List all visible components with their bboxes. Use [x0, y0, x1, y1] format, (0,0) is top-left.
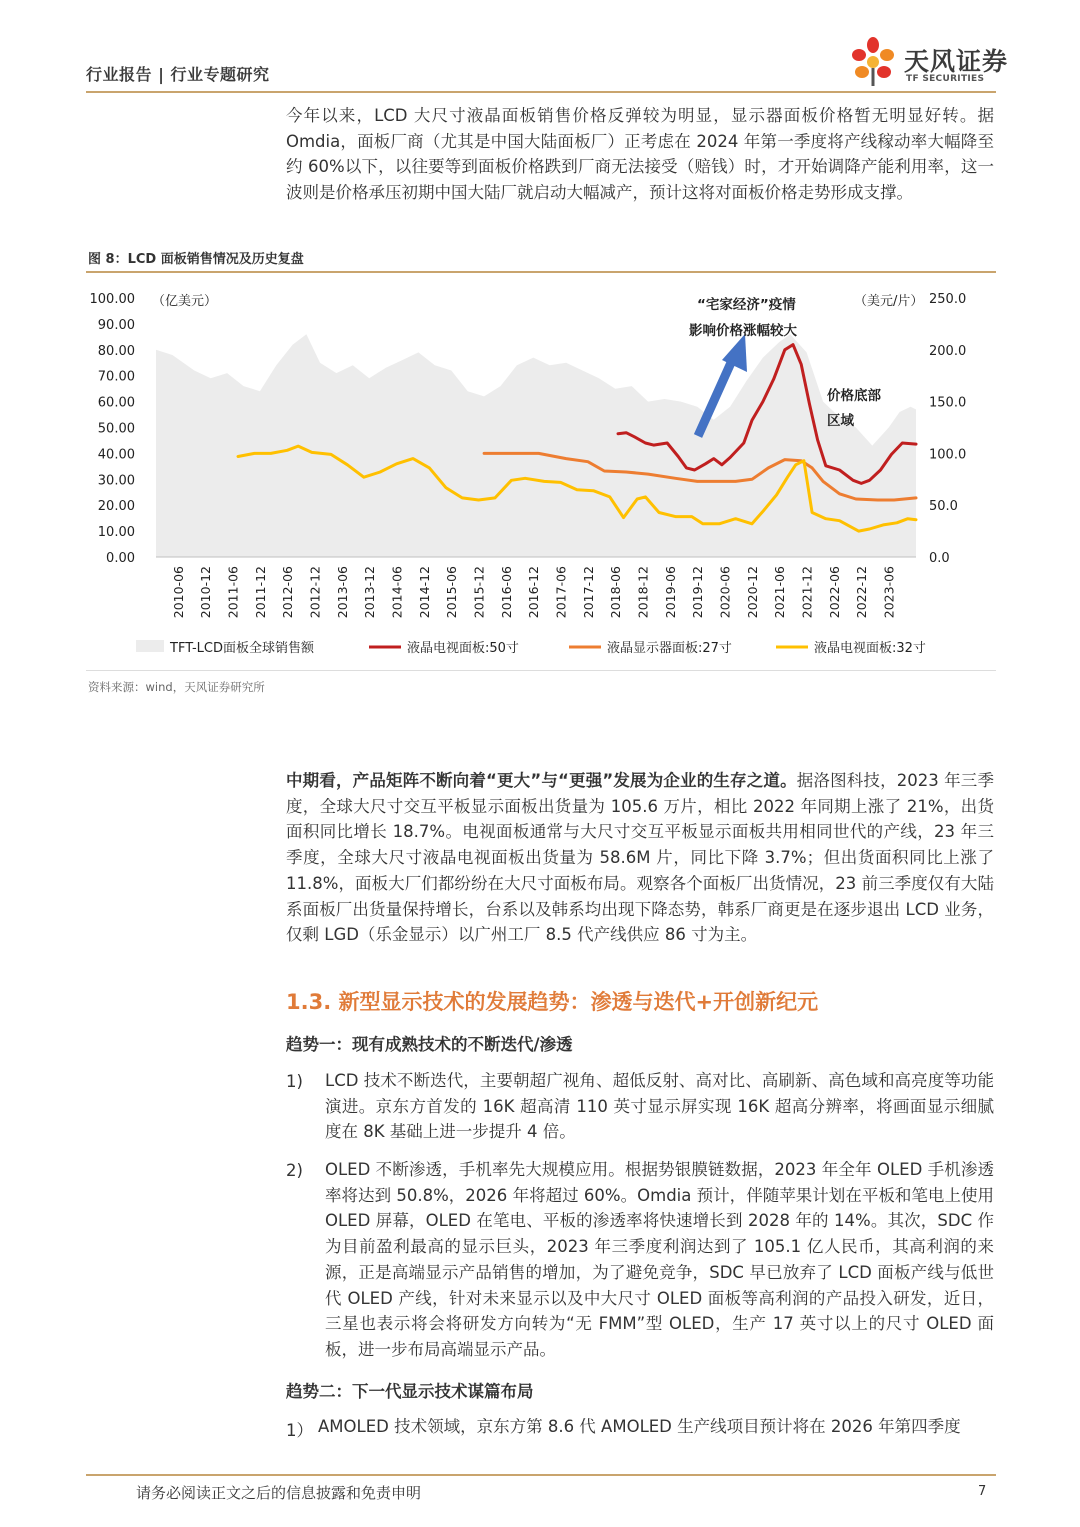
trend2-title: 趋势二：下一代显示技术谋篇布局	[286, 1382, 534, 1401]
logo-chinese-name: 天风证券	[904, 47, 1009, 76]
section-title: 1.3. 新型显示技术的发展趋势：渗透与迭代+开创新纪元	[286, 990, 819, 1014]
right-axis-tick-label: 150.0	[929, 395, 967, 411]
left-axis-tick-label: 90.00	[97, 317, 135, 333]
x-axis-tick-label: 2017-06	[553, 566, 569, 619]
left-axis-tick-label: 100.00	[89, 292, 135, 307]
annotation-covid-line2: 影响价格涨幅较大	[689, 323, 797, 339]
left-axis-tick-label: 10.00	[97, 525, 135, 541]
x-axis-tick-label: 2017-12	[580, 566, 596, 619]
annotation-bottom-line1: 价格底部	[827, 388, 881, 404]
company-logo	[848, 36, 1008, 88]
x-axis-tick-label: 2011-06	[225, 566, 241, 619]
figure-source: 资料来源：wind，天风证券研究所	[88, 680, 265, 694]
left-axis-tick-label: 50.00	[97, 421, 135, 437]
x-axis-tick-label: 2011-12	[252, 566, 268, 619]
left-axis-unit: （亿美元）	[152, 294, 218, 309]
x-axis-tick-label: 2021-12	[799, 566, 815, 619]
x-axis-tick-label: 2014-06	[389, 566, 405, 619]
x-axis-tick-label: 2019-06	[662, 566, 678, 619]
x-axis-tick-label: 2019-12	[690, 566, 706, 619]
trend1-item1-text: LCD 技术不断迭代，主要朝超广视角、超低反射、高对比、高刷新、高色域和高亮度等功能演进。京东方首发的 16K 超高清 110 英寸显示屏实现 16K 超高分辨率，将画面显示细腻度在 8K 基础上进一步提升 4 倍。	[325, 1071, 994, 1142]
trend1-item2-number: 2)	[286, 1161, 303, 1180]
x-axis-tick-label: 2012-06	[280, 566, 296, 619]
annotation-covid-line1: “宅家经济”疫情	[697, 297, 796, 313]
left-axis-tick-label: 80.00	[97, 343, 135, 359]
x-axis-tick-label: 2018-06	[608, 566, 624, 619]
trend2-item1-number: 1）	[286, 1421, 313, 1440]
figure-top-divider	[86, 271, 996, 273]
right-axis-tick-label: 200.0	[929, 343, 967, 359]
right-axis-tick-label: 250.0	[929, 292, 967, 307]
x-axis-tick-label: 2010-06	[170, 566, 186, 619]
chart-legend	[136, 640, 926, 656]
left-axis-tick-label: 70.00	[97, 369, 135, 385]
x-axis-tick-label: 2023-06	[881, 566, 897, 619]
x-axis-tick-label: 2021-06	[772, 566, 788, 619]
footer-divider	[86, 1474, 996, 1476]
trend1-item2-text: OLED 不断渗透，手机率先大规模应用。根据势银膜链数据，2023 年全年 OLED 手机渗透率将达到 50.8%，2026 年将超过 60%。Omdia 预计，伴随苹果计划在平板和笔电上使用 OLED 屏幕，OLED 在笔电、平板的渗透率将快速增长到 2028 年的 14%。其次，SDC 作为目前盈利最高的显示巨头，2023 年三季度利润达到了 105.1 亿人民币，其高利润的来源，正是高端显示产品销售的增加，为了避免竞争，SDC 早已放弃了 LCD 面板产线与低世代 OLED 产线，针对未来显示以及中大尺寸 OLED 面板等高利润的产品投入研发，近日，三星也表示将会将研发方向转为“无 FMM”型 OLED，生产 17 英寸以上的尺寸 OLED 面板，进一步布局高端显示产品。	[325, 1160, 994, 1359]
figure-bottom-divider	[86, 670, 996, 671]
legend-label: 液晶电视面板:32寸	[814, 641, 926, 656]
legend-label: 液晶显示器面板:27寸	[607, 641, 732, 656]
x-axis-tick-label: 2020-12	[744, 566, 760, 619]
header-divider	[86, 91, 996, 93]
x-axis-tick-label: 2010-12	[198, 566, 214, 619]
x-axis-tick-label: 2014-12	[416, 566, 432, 619]
right-axis-tick-label: 50.0	[929, 499, 958, 515]
mid-paragraph-lead: 中期看，产品矩阵不断向着“更大”与“更强”发展为企业的生存之道。	[286, 771, 797, 790]
left-axis-tick-label: 0.00	[106, 551, 135, 566]
trend1-title: 趋势一：现有成熟技术的不断迭代/渗透	[286, 1035, 573, 1054]
intro-paragraph: 今年以来，LCD 大尺寸液晶面板销售价格反弹较为明显，显示器面板价格暂无明显好转。据 Omdia，面板厂商（尤其是中国大陆面板厂）正考虑在 2024 年第一季度将产线稼动率大幅降至约 60%以下，以往要等到面板价格跌到厂商无法接受（赔钱）时，才开始调降产能利用率，这一波则是价格承压初期中国大陆厂就启动大幅减产，预计这将对面板价格走势形成支撑。	[286, 106, 994, 203]
right-axis-unit: （美元/片）	[854, 294, 924, 309]
x-axis-tick-label: 2012-12	[307, 566, 323, 619]
right-axis-tick-label: 0.0	[929, 551, 950, 566]
left-axis-tick-label: 20.00	[97, 499, 135, 515]
x-axis-tick-label: 2016-06	[498, 566, 514, 619]
right-axis-tick-label: 100.0	[929, 447, 967, 463]
lcd-panel-chart	[86, 276, 996, 666]
left-axis-tick-label: 60.00	[97, 395, 135, 411]
report-section-label: 行业报告 | 行业专题研究	[86, 65, 270, 84]
page-number: 7	[978, 1484, 987, 1499]
x-axis-tick-label: 2018-12	[635, 566, 651, 619]
legend-label: TFT-LCD面板全球销售额	[170, 641, 314, 656]
footer-disclaimer: 请务必阅读正文之后的信息披露和免责申明	[136, 1484, 422, 1502]
tf-flower-icon	[848, 36, 898, 88]
mid-paragraph-body: 据洛图科技，2023 年三季度，全球大尺寸交互平板显示面板出货量为 105.6 万片，相比 2022 年同期上涨了 21%，出货面积同比增长 18.7%。电视面板通常与大尺寸交互平板显示面板共用相同世代的产线，23 年三季度，全球大尺寸液晶电视面板出货量为 58.6M 片，同比下降 3.7%；但出货面积同比上涨了 11.8%，面板大厂们都纷纷在大尺寸面板布局。观察各个面板厂出货情况，23 前三季度仅有大陆系面板厂出货量保持增长，台系以及韩系均出现下降态势，韩系厂商更是在逐步退出 LCD 业务，仅剩 LGD（乐金显示）以广州工厂 8.5 代产线供应 86 寸为主。	[286, 771, 994, 945]
figure-title: 图 8：LCD 面板销售情况及历史复盘	[88, 252, 304, 267]
x-axis-tick-label: 2013-06	[334, 566, 350, 619]
x-axis-tick-label: 2015-06	[444, 566, 460, 619]
mid-paragraph	[286, 768, 994, 948]
x-axis-tick-label: 2022-12	[854, 566, 870, 619]
x-axis-tick-label: 2020-06	[717, 566, 733, 619]
x-axis-tick-label: 2022-06	[826, 566, 842, 619]
left-axis-tick-label: 30.00	[97, 473, 135, 489]
legend-swatch-area	[136, 640, 164, 652]
logo-english-name: TF SECURITIES	[906, 74, 985, 84]
x-axis-tick-label: 2013-12	[362, 566, 378, 619]
x-axis-tick-label: 2015-12	[471, 566, 487, 619]
x-axis-tick-label: 2016-12	[526, 566, 542, 619]
legend-label: 液晶电视面板:50寸	[407, 641, 519, 656]
trend1-item1-number: 1)	[286, 1072, 303, 1091]
trend2-item1-text: AMOLED 技术领域，京东方第 8.6 代 AMOLED 生产线项目预计将在 2026 年第四季度	[318, 1417, 961, 1436]
left-axis-tick-label: 40.00	[97, 447, 135, 463]
annotation-bottom-line2: 区域	[827, 413, 854, 429]
